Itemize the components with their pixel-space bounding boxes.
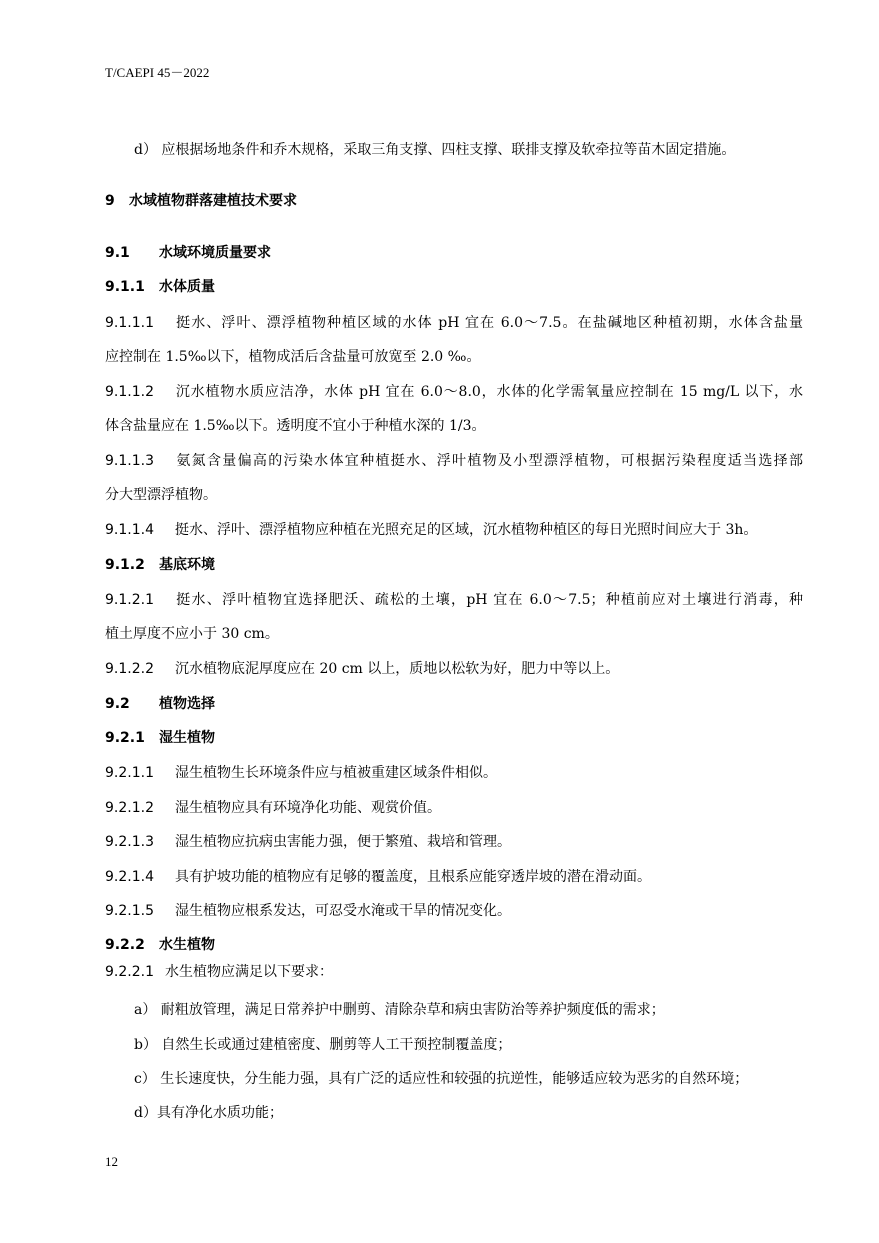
clause-number: 9.1.1.1 bbox=[105, 315, 154, 331]
clause-9-2-1-1 bbox=[105, 763, 803, 783]
clause-text: 沉水植物底泥厚度应在 20 cm 以上，质地以松软为好，肥力中等以上。 bbox=[175, 661, 620, 677]
section-title: 水体质量 bbox=[159, 279, 215, 295]
list-item-a: a） 耐粗放管理，满足日常养护中删剪、清除杂草和病虫害防治等养护频度低的需求； bbox=[134, 1002, 665, 1018]
list-item-b: b） 自然生长或通过建植密度、删剪等人工干预控制覆盖度； bbox=[134, 1037, 512, 1053]
section-heading-9-2 bbox=[105, 694, 803, 714]
clause-9-1-1-4 bbox=[105, 520, 803, 540]
clause-9-1-1-1 bbox=[105, 313, 803, 333]
clause-number: 9.1.1.4 bbox=[105, 522, 154, 538]
clause-9-1-1-3 bbox=[105, 451, 803, 471]
list-item-d-2: d）具有净化水质功能； bbox=[134, 1105, 283, 1121]
clause-9-1-2-2 bbox=[105, 659, 803, 679]
section-heading-9 bbox=[105, 191, 803, 211]
section-heading-9-1-1 bbox=[105, 277, 803, 297]
clause-9-2-1-4 bbox=[105, 867, 803, 887]
clause-text: 氨氮含量偏高的污染水体宜种植挺水、浮叶植物及小型漂浮植物，可根据污染程度适当选择部 bbox=[175, 453, 803, 469]
clause-9-1-2-1-cont: 植土厚度不应小于 30 cm。 bbox=[105, 626, 279, 642]
clause-number: 9.1.2.1 bbox=[105, 592, 154, 608]
page-number: 12 bbox=[105, 1154, 118, 1169]
clause-text: 湿生植物生长环境条件应与植被重建区域条件相似。 bbox=[175, 765, 497, 781]
list-item-d: d） 应根据场地条件和乔木规格，采取三角支撑、四柱支撑、联排支撑及软牵拉等苗木固定措施。 bbox=[134, 142, 736, 158]
section-number: 9.1.2 bbox=[105, 557, 145, 573]
section-number: 9.2.1 bbox=[105, 730, 145, 746]
clause-text: 湿生植物应抗病虫害能力强，便于繁殖、栽培和管理。 bbox=[175, 834, 511, 850]
clause-text: 沉水植物水质应洁净，水体 pH 宜在 6.0～8.0，水体的化学需氧量应控制在 15 mg/L 以下，水 bbox=[175, 384, 803, 400]
clause-number: 9.1.1.3 bbox=[105, 453, 154, 469]
clause-number: 9.2.1.5 bbox=[105, 903, 154, 919]
section-title: 植物选择 bbox=[159, 696, 215, 712]
clause-9-2-1-5 bbox=[105, 901, 803, 921]
section-number: 9.2 bbox=[105, 696, 130, 712]
section-title: 水域植物群落建植技术要求 bbox=[129, 193, 297, 209]
clause-text: 挺水、浮叶植物宜选择肥沃、疏松的土壤，pH 宜在 6.0～7.5；种植前应对土壤进行消毒，种 bbox=[175, 592, 803, 608]
section-heading-9-1-2 bbox=[105, 555, 803, 575]
clause-number: 9.2.1.4 bbox=[105, 869, 154, 885]
clause-text: 挺水、浮叶、漂浮植物种植区域的水体 pH 宜在 6.0～7.5。在盐碱地区种植初期，水体含盐量 bbox=[175, 315, 803, 331]
clause-9-2-1-3 bbox=[105, 832, 803, 852]
section-heading-9-1 bbox=[105, 243, 803, 263]
clause-text: 湿生植物应具有环境净化功能、观赏价值。 bbox=[175, 800, 441, 816]
clause-text: 水生植物应满足以下要求： bbox=[165, 964, 333, 980]
clause-9-1-1-2-cont: 体含盐量应在 1.5‰以下。透明度不宜小于种植水深的 1/3。 bbox=[105, 418, 486, 434]
section-title: 湿生植物 bbox=[159, 730, 215, 746]
section-title: 基底环境 bbox=[159, 557, 215, 573]
section-number: 9.1.1 bbox=[105, 279, 145, 295]
section-number: 9.1 bbox=[105, 245, 130, 261]
clause-9-1-2-1 bbox=[105, 590, 803, 610]
clause-9-1-1-1-cont: 应控制在 1.5‰以下，植物成活后含盐量可放宽至 2.0 ‰。 bbox=[105, 349, 481, 365]
clause-9-2-1-2 bbox=[105, 798, 803, 818]
section-heading-9-2-1 bbox=[105, 728, 803, 748]
section-number: 9 bbox=[105, 193, 115, 209]
clause-text: 挺水、浮叶、漂浮植物应种植在光照充足的区域，沉水植物种植区的每日光照时间应大于 3h。 bbox=[175, 522, 758, 538]
section-heading-9-2-2 bbox=[105, 935, 803, 955]
clause-number: 9.2.1.3 bbox=[105, 834, 154, 850]
clause-number: 9.1.2.2 bbox=[105, 661, 154, 677]
clause-number: 9.2.2.1 bbox=[105, 964, 154, 980]
clause-text: 湿生植物应根系发达，可忍受水淹或干旱的情况变化。 bbox=[175, 903, 511, 919]
section-title: 水域环境质量要求 bbox=[159, 245, 271, 261]
section-title: 水生植物 bbox=[159, 937, 215, 953]
clause-9-2-2-1 bbox=[105, 962, 803, 982]
clause-text: 具有护坡功能的植物应有足够的覆盖度，且根系应能穿透岸坡的潜在滑动面。 bbox=[175, 869, 651, 885]
document-id-header: T/CAEPI 45－2022 bbox=[105, 65, 210, 80]
section-number: 9.2.2 bbox=[105, 937, 145, 953]
clause-number: 9.2.1.2 bbox=[105, 800, 154, 816]
clause-9-1-1-3-cont: 分大型漂浮植物。 bbox=[105, 487, 217, 503]
list-item-c: c） 生长速度快，分生能力强，具有广泛的适应性和较强的抗逆性，能够适应较为恶劣的自然环境； bbox=[134, 1071, 749, 1087]
clause-9-1-1-2 bbox=[105, 382, 803, 402]
clause-number: 9.2.1.1 bbox=[105, 765, 154, 781]
clause-number: 9.1.1.2 bbox=[105, 384, 154, 400]
